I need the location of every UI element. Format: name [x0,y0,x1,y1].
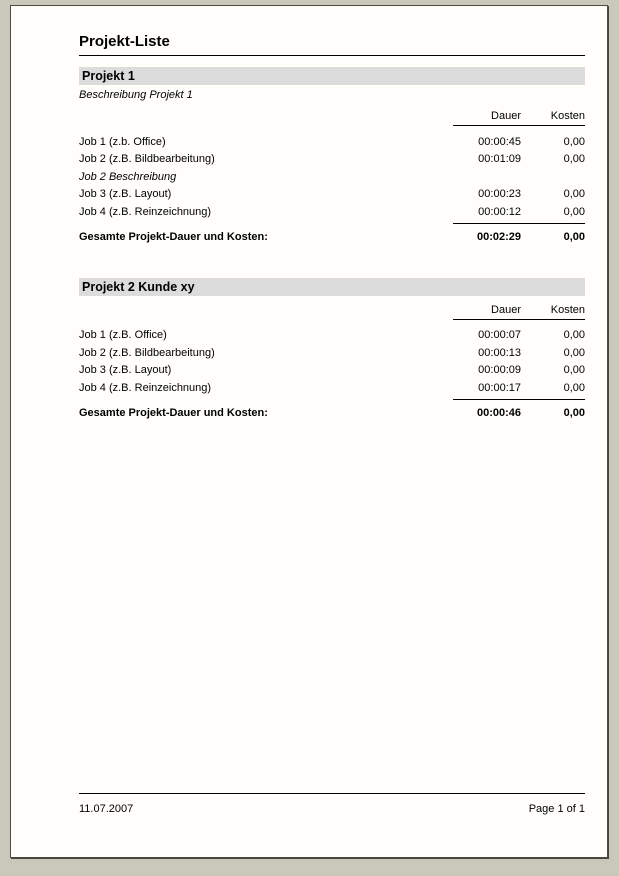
job-dauer: 00:00:45 [478,135,521,148]
project-name: Projekt 2 Kunde xy [82,279,195,294]
footer-date: 11.07.2007 [79,803,134,815]
job-kosten: 0,00 [563,135,585,148]
job-dauer: 00:00:07 [478,329,521,342]
job-values [453,206,585,218]
job-description-row [79,168,585,186]
total-label: Gesamte Projekt-Dauer und Kosten: [79,407,268,419]
job-values [453,329,585,341]
job-row [79,362,585,380]
job-label: Job 3 (z.B. Layout) [79,364,172,377]
job-dauer: 00:00:17 [478,381,521,394]
project-section [79,278,585,422]
project-header-bar [79,278,585,296]
column-headers [453,304,585,320]
project-total-row [79,229,585,246]
total-values [453,231,585,243]
report-page [10,5,608,858]
project-section [79,67,585,246]
page-title: Projekt-Liste [79,33,585,56]
job-kosten: 0,00 [563,346,585,359]
page-footer [79,793,585,815]
job-label: Job 1 (z.b. Office) [79,135,166,148]
job-row [79,133,585,151]
job-dauer: 00:00:09 [478,364,521,377]
project-header-bar [79,67,585,85]
job-dauer: 00:01:09 [478,153,521,166]
report-content [11,6,607,422]
job-label: Job 4 (z.B. Reinzeichnung) [79,205,212,218]
job-dauer: 00:00:12 [478,205,521,218]
total-dauer: 00:02:29 [476,231,521,243]
job-label: Job 4 (z.B. Reinzeichnung) [79,381,212,394]
job-label: Job 1 (z.B. Office) [79,329,167,342]
job-rows [79,133,585,221]
job-row [79,203,585,221]
job-kosten: 0,00 [563,381,585,394]
job-row [79,151,585,169]
job-values [453,347,585,359]
column-header-spacer [79,110,453,126]
job-values [453,364,585,376]
column-header-dauer: Dauer [491,110,521,122]
total-kosten: 0,00 [563,231,585,243]
job-row [79,186,585,204]
footer-page-number: Page 1 of 1 [528,803,585,815]
job-row [79,327,585,345]
project-total-row [79,405,585,422]
total-dauer: 00:00:46 [476,407,521,419]
project-description: Beschreibung Projekt 1 [79,89,193,101]
total-kosten: 0,00 [563,407,585,419]
column-header-dauer: Dauer [491,303,521,316]
job-kosten: 0,00 [563,153,585,166]
job-label: Job 3 (z.B. Layout) [79,188,172,201]
job-values [453,188,585,200]
column-headers [453,110,585,126]
job-label: Job 2 (z.B. Bildbearbeitung) [79,153,215,166]
total-separator [453,399,585,400]
job-dauer: 00:00:13 [478,346,521,359]
job-dauer: 00:00:23 [478,188,521,201]
project-name: Projekt 1 [82,69,135,83]
job-kosten: 0,00 [563,188,585,201]
job-rows [79,327,585,397]
total-label: Gesamte Projekt-Dauer und Kosten: [79,231,268,243]
job-description: Job 2 Beschreibung [79,170,177,183]
column-header-row [79,110,585,126]
column-header-spacer [79,304,453,320]
job-kosten: 0,00 [563,205,585,218]
job-kosten: 0,00 [563,329,585,342]
job-values [453,382,585,394]
job-row [79,344,585,362]
job-values [453,153,585,165]
job-kosten: 0,00 [563,364,585,377]
column-header-row [79,304,585,320]
projects-container [79,67,585,422]
job-row [79,379,585,397]
column-header-kosten: Kosten [550,303,585,316]
job-label: Job 2 (z.B. Bildbearbeitung) [79,346,215,359]
job-values [453,136,585,148]
column-header-kosten: Kosten [550,110,585,122]
total-separator [453,223,585,224]
total-values [453,407,585,419]
